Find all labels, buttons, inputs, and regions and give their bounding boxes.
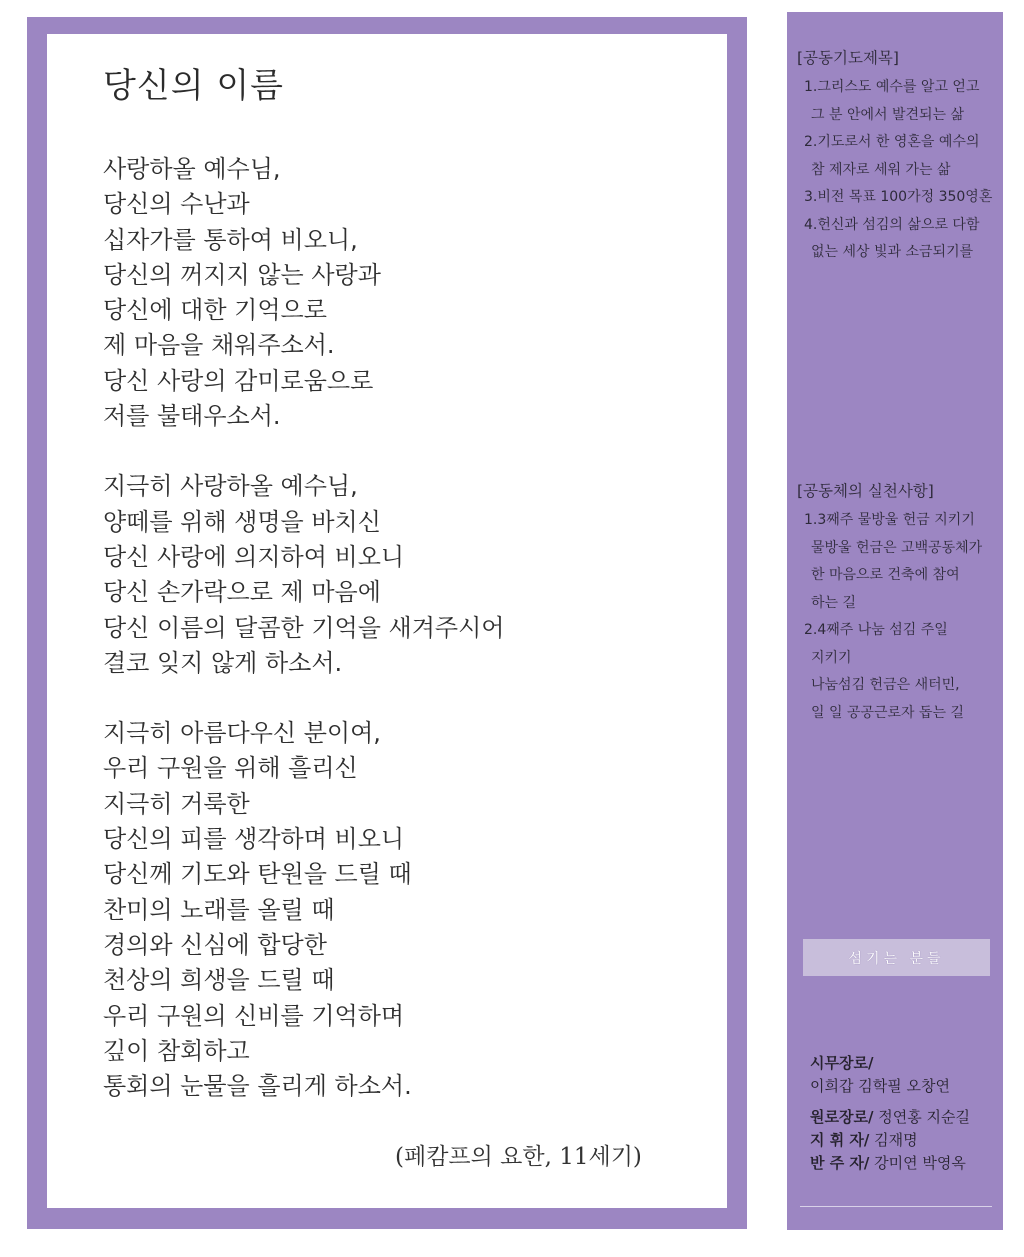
prayer-topics-section [797,46,992,267]
practice-line: 물방울 헌금은 고백공동체가 [811,539,983,556]
poem-line: 경의와 신심에 합당한 [103,930,327,959]
poem-stanza-2 [103,469,703,681]
poem-line: 천상의 희생을 드릴 때 [103,966,335,995]
staff-names-conductor: 김재명 [869,1131,918,1149]
poem-line: 지극히 사랑하올 예수님, [103,472,358,501]
practice-line: 하는 길 [811,594,857,611]
poem-line: 우리 구원을 위해 흘리신 [103,754,358,783]
poem-attribution: (페캄프의 요한, 11세기) [395,1144,642,1170]
staff-names-senior-elders: 이희갑 김학필 오창연 [810,1077,950,1095]
staff-role-senior-elders: 시무장로/ [810,1054,874,1072]
poem-line: 결코 잊지 않게 하소서. [103,648,343,677]
poem-line: 지극히 아름다우신 분이여, [103,719,381,748]
staff-role-conductor: 지 휘 자/ [810,1131,870,1149]
practice-line: 나눔섬김 헌금은 새터민, [811,677,960,693]
poem-line: 통회의 눈물을 흘리게 하소서. [103,1072,412,1101]
poem-line: 우리 구원의 신비를 기억하며 [103,1001,405,1030]
staff-role-emeritus: 원로장로/ [810,1108,874,1126]
practice-line: 일 일 공공근로자 돕는 길 [811,704,965,721]
sidebar-bottom-divider [800,1206,992,1207]
prayer-topic-line: 1.그리스도 예수를 알고 얻고 [804,79,980,95]
poem-line: 저를 불태우소서. [103,402,281,431]
poem-line: 당신의 꺼지지 않는 사랑과 [103,260,381,289]
poem-line: 십자가를 통하여 비오니, [103,225,358,254]
poem-line: 당신에 대한 기억으로 [103,296,327,325]
poem-line: 지극히 거룩한 [103,789,250,818]
poem-line: 당신의 피를 생각하며 비오니 [103,825,405,854]
poem-line: 제 마음을 채워주소서. [103,331,335,360]
prayer-topic-line: 그 분 안에서 발견되는 삶 [811,106,965,123]
poem-body [103,152,703,1139]
prayer-topic-line: 없는 세상 빛과 소금되기를 [811,244,974,260]
practices-heading: [공동체의 실천사항] [797,482,934,500]
practice-line: 1.3째주 물방울 헌금 지키기 [804,512,975,528]
practices-section [797,479,982,727]
prayer-topic-line: 3.비전 목표 100가정 350영혼 [804,189,993,205]
poem-title: 당신의 이름 [103,66,285,106]
poem-stanza-3 [103,716,703,1104]
prayer-topics-heading: [공동기도제목] [797,49,899,67]
staff-role-accompanist: 반 주 자/ [810,1154,870,1172]
servers-banner-label: 섬기는 분들 [848,950,945,967]
servers-banner [803,939,990,976]
staff-names-accompanist: 강미연 박영옥 [869,1154,966,1172]
practice-line: 2.4째주 나눔 섬김 주일 [804,622,948,638]
poem-line: 당신께 기도와 탄원을 드릴 때 [103,860,412,889]
poem-line: 당신 사랑에 의지하여 비오니 [103,542,405,571]
staff-names-emeritus: 정연홍 지순길 [873,1108,970,1126]
poem-line: 양떼를 위해 생명을 바치신 [103,507,381,536]
prayer-topic-line: 참 제자로 세워 가는 삶 [811,161,951,178]
prayer-topic-line: 4.헌신과 섬김의 삶으로 다함 [804,216,980,233]
prayer-topic-line: 2.기도로서 한 영혼을 예수의 [804,134,980,150]
practice-line: 한 마음으로 건축에 참여 [811,567,960,583]
poem-line: 당신 이름의 달콤한 기억을 새겨주시어 [103,613,505,642]
poem-line: 당신 손가락으로 제 마음에 [103,578,381,607]
poem-line: 사랑하올 예수님, [103,155,281,183]
poem-line: 당신 사랑의 감미로움으로 [103,366,374,395]
poem-stanza-1 [103,152,703,434]
practice-line: 지키기 [811,649,852,666]
poem-line: 찬미의 노래를 올릴 때 [103,895,335,924]
staff-list [810,1052,970,1175]
poem-line: 당신의 수난과 [103,190,250,219]
poem-line: 깊이 참회하고 [103,1036,250,1065]
